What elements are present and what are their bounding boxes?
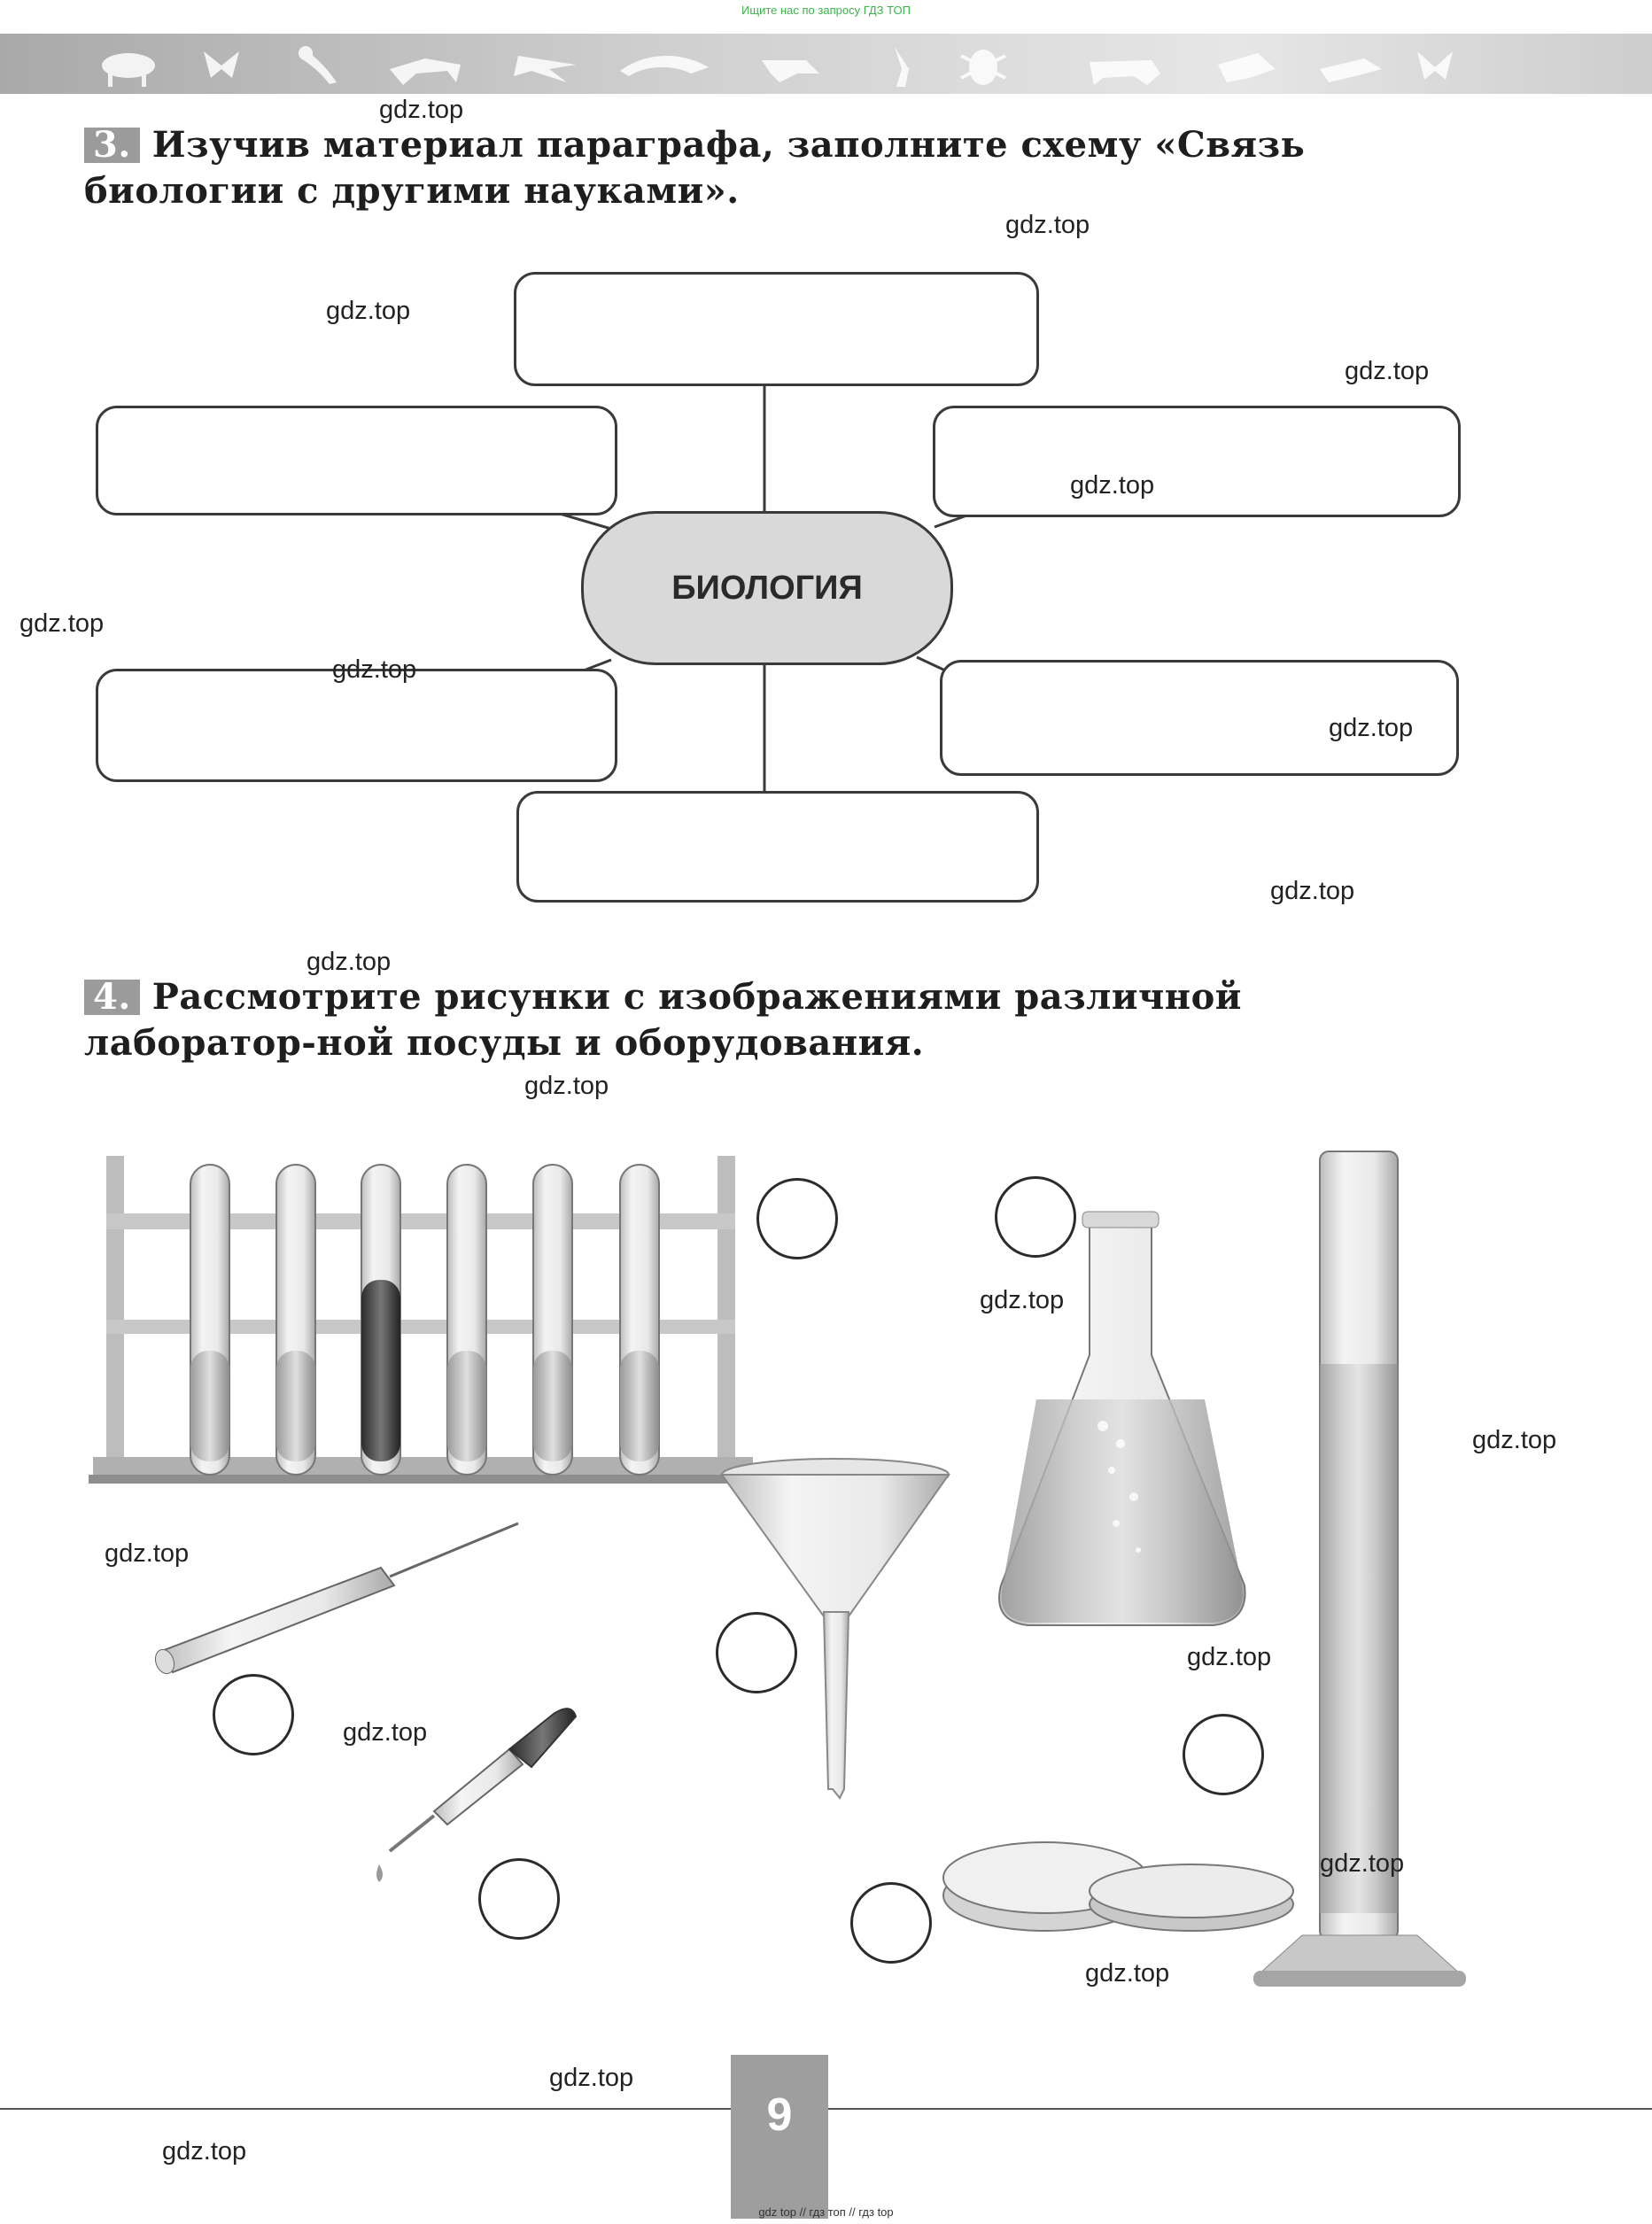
watermark: gdz.top (549, 2064, 634, 2092)
watermark: gdz.top (379, 96, 464, 124)
watermark: gdz.top (980, 1286, 1065, 1314)
top-search-link[interactable]: Ищите нас по запросу ГДЗ ТОП (741, 4, 911, 17)
watermark: gdz.top (1472, 1426, 1557, 1454)
watermark: gdz.top (1085, 1959, 1170, 1988)
bottom-link[interactable]: gdz top // гдз топ // гдз top (758, 2205, 894, 2219)
watermark: gdz.top (524, 1072, 609, 1100)
watermark: gdz.top (1005, 211, 1090, 239)
watermark: gdz.top (1270, 877, 1355, 905)
watermark: gdz.top (162, 2137, 247, 2166)
watermark: gdz.top (326, 297, 411, 325)
task-3-text: Изучив материал параграфа, заполните схему «Связь биологии с другими науками». (84, 124, 1306, 212)
task-3-number: 3. (84, 128, 140, 163)
scheme-box-upper-left[interactable] (96, 406, 617, 515)
watermark: gdz.top (1345, 357, 1430, 385)
test-tube-rack-icon (89, 1156, 757, 1484)
page-number: 9 (731, 2055, 828, 2219)
task-4-number: 4. (84, 980, 140, 1015)
watermark: gdz.top (1187, 1643, 1272, 1671)
task-4-text: Рассмотрите рисунки с изображениями различной лаборатор-ной посуды и оборудования. (84, 976, 1242, 1064)
conical-flask-icon (999, 1212, 1245, 1625)
answer-circle-flask[interactable] (995, 1176, 1076, 1258)
answer-circle-pipette[interactable] (213, 1674, 294, 1755)
answer-circle-funnel[interactable] (716, 1612, 797, 1693)
glass-pipette-icon (152, 1523, 518, 1677)
watermark: gdz.top (332, 655, 417, 684)
answer-circle-petri[interactable] (850, 1882, 932, 1964)
watermark: gdz.top (1329, 714, 1414, 742)
answer-circle-test-tubes[interactable] (756, 1178, 838, 1259)
watermark: gdz.top (105, 1539, 190, 1568)
task-4 (84, 974, 1484, 1066)
answer-circle-dropper[interactable] (478, 1858, 560, 1940)
scheme-center-biology: БИОЛОГИЯ (581, 511, 953, 665)
watermark: gdz.top (306, 948, 392, 976)
scheme-box-lower-left[interactable] (96, 669, 617, 782)
lab-equipment-illustration (0, 1107, 1652, 2081)
scheme-box-bottom[interactable] (516, 791, 1039, 903)
watermark: gdz.top (1320, 1849, 1405, 1878)
scheme-box-top[interactable] (514, 272, 1039, 386)
scheme-box-upper-right[interactable] (933, 406, 1461, 517)
watermark: gdz.top (343, 1718, 428, 1747)
petri-dishes-icon (943, 1842, 1293, 1931)
watermark: gdz.top (1070, 471, 1155, 500)
watermark: gdz.top (19, 609, 105, 638)
answer-circle-cylinder[interactable] (1183, 1714, 1264, 1795)
